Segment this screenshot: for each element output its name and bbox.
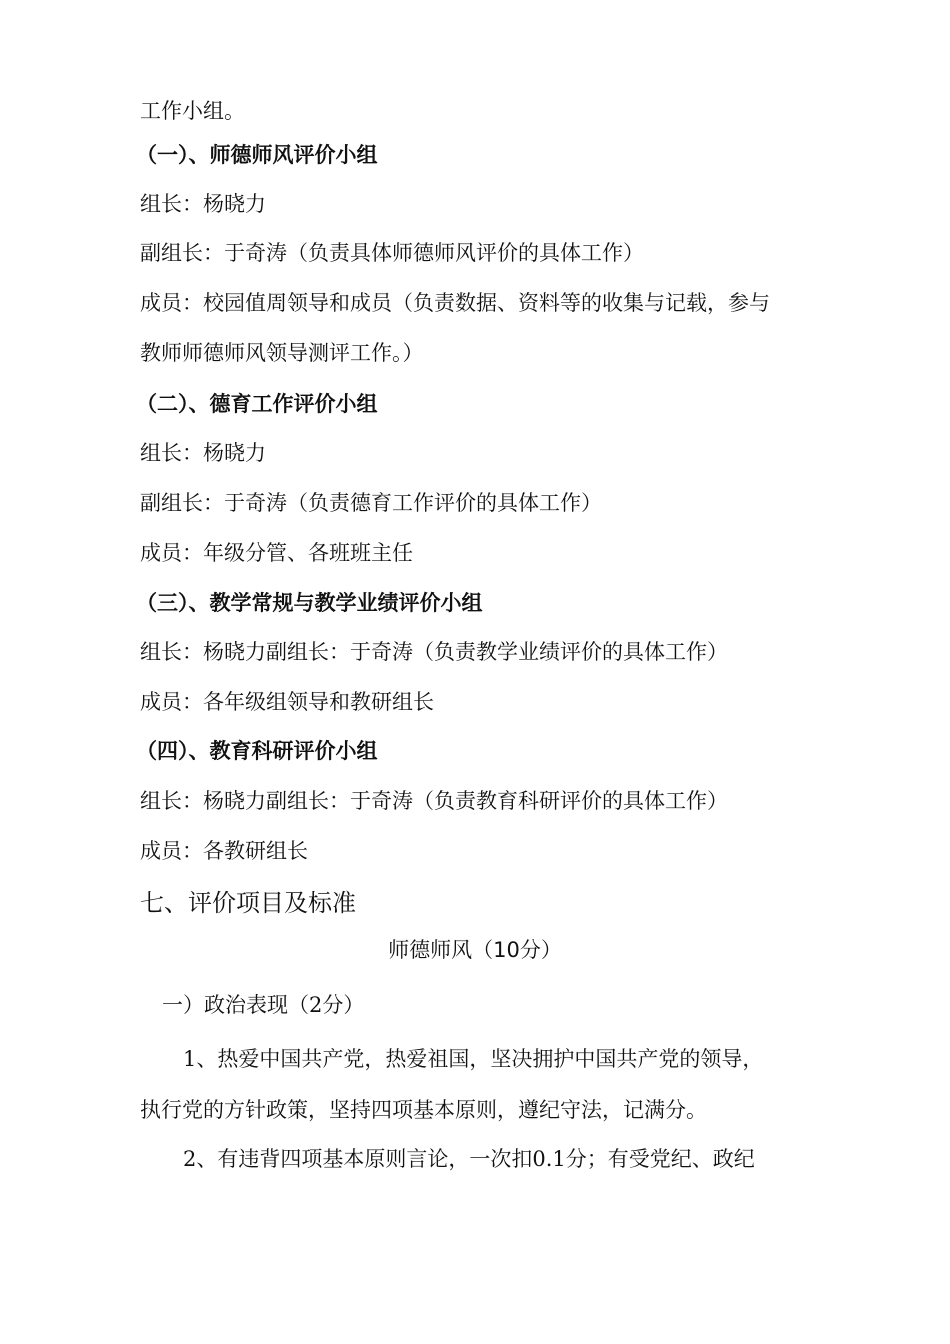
chapter-heading: 七、评价项目及标准: [140, 889, 356, 917]
text-line: 成员：年级分管、各班班主任: [140, 541, 413, 565]
subsection-title: 师德师风（10分）: [388, 938, 562, 962]
section-heading: （三）、教学常规与教学业绩评价小组: [136, 591, 483, 615]
text-line: 2、有违背四项基本原则言论，一次扣0.1分；有受党纪、政纪: [183, 1147, 755, 1171]
text-line: 组长：杨晓力副组长：于奇涛（负责教育科研评价的具体工作）: [140, 789, 728, 813]
text-line: 工作小组。: [140, 99, 245, 123]
text-line: 成员：校园值周领导和成员（负责数据、资料等的收集与记载，参与: [140, 291, 770, 315]
text-line: 副组长：于奇涛（负责德育工作评价的具体工作）: [140, 491, 602, 515]
text-line: 成员：各教研组长: [140, 839, 308, 863]
text-line: 1、热爱中国共产党，热爱祖国，坚决拥护中国共产党的领导，: [183, 1047, 764, 1071]
text-line: 执行党的方针政策，坚持四项基本原则，遵纪守法，记满分。: [140, 1098, 707, 1122]
text-line: 教师师德师风领导测评工作。）: [140, 341, 424, 365]
text-line: 组长：杨晓力副组长：于奇涛（负责教学业绩评价的具体工作）: [140, 640, 728, 664]
section-heading: （四）、教育科研评价小组: [136, 739, 378, 763]
text-line: 副组长：于奇涛（负责具体师德师风评价的具体工作）: [140, 241, 644, 265]
item-heading: 一）政治表现（2分）: [162, 993, 365, 1017]
text-line: 组长：杨晓力: [140, 192, 266, 216]
section-heading: （一）、师德师风评价小组: [136, 143, 378, 167]
text-line: 成员：各年级组领导和教研组长: [140, 690, 434, 714]
text-line: 组长：杨晓力: [140, 441, 266, 465]
section-heading: （二）、德育工作评价小组: [136, 392, 378, 416]
